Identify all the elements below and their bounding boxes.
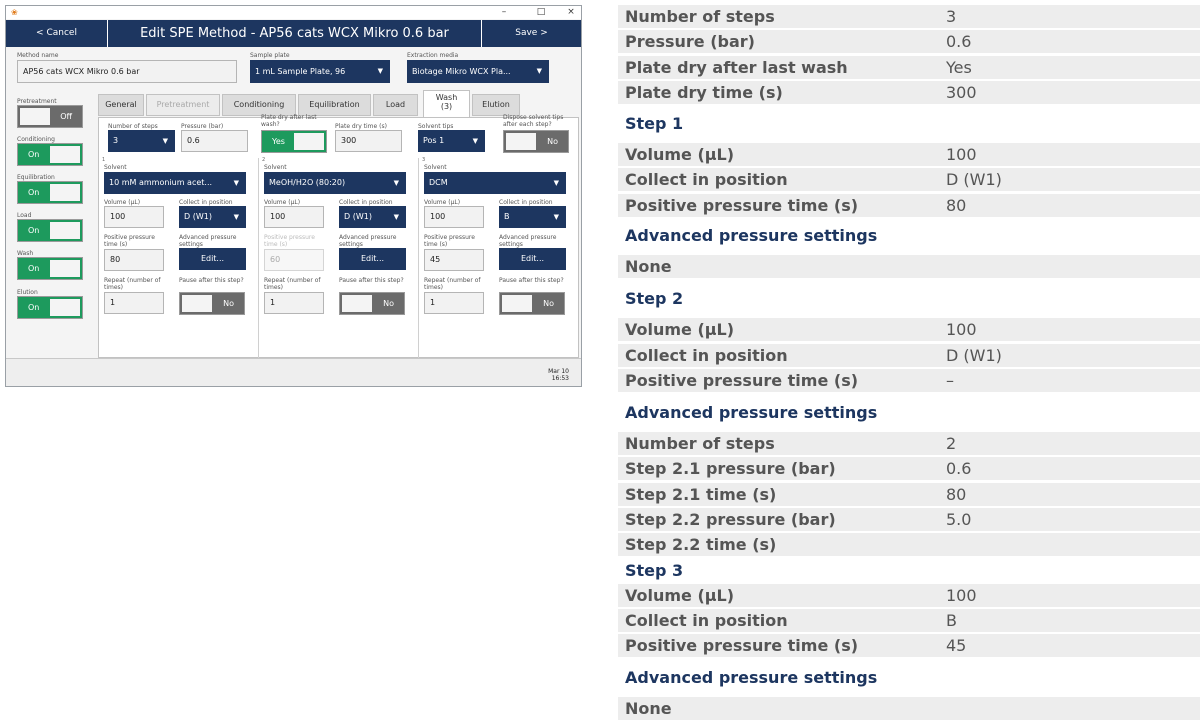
step-1-volume-input[interactable]: 100 bbox=[104, 206, 164, 228]
step-3-volume-label: Volume (µL) bbox=[424, 199, 461, 206]
step-3-edit-button[interactable]: Edit... bbox=[499, 248, 566, 270]
step-1-ppt-label: Positive pressure time (s) bbox=[104, 234, 155, 248]
method-name-input[interactable]: AP56 cats WCX Mikro 0.6 bar bbox=[17, 60, 237, 83]
toggle-state: On bbox=[28, 150, 40, 159]
number-of-steps-select[interactable] bbox=[108, 130, 175, 152]
number-of-steps-value: 3 bbox=[113, 136, 119, 145]
chevron-down-icon: ▼ bbox=[536, 67, 542, 75]
step-3-collect-select[interactable] bbox=[499, 206, 566, 228]
summary-row bbox=[618, 697, 1200, 720]
save-button[interactable]: Save > bbox=[481, 20, 581, 47]
summary-key: Number of steps bbox=[625, 7, 775, 26]
summary-key: Positive pressure time (s) bbox=[625, 196, 859, 215]
summary-key: Step 2.2 time (s) bbox=[625, 535, 777, 554]
summary-key: Pressure (bar) bbox=[625, 32, 755, 51]
toggle-state: On bbox=[28, 226, 40, 235]
step-2-adv-label: Advanced pressure settings bbox=[339, 234, 397, 248]
summary-row bbox=[618, 609, 1200, 632]
step-1-volume-label: Volume (µL) bbox=[104, 199, 141, 206]
sample-plate-select[interactable] bbox=[250, 60, 390, 83]
summary-value: 2 bbox=[946, 434, 957, 453]
toggle-knob bbox=[50, 299, 80, 316]
extraction-media-select[interactable] bbox=[407, 60, 549, 83]
summary-value: – bbox=[946, 371, 954, 390]
toggle-knob bbox=[506, 133, 536, 150]
summary-key: Number of steps bbox=[625, 434, 775, 453]
sample-plate-value: 1 mL Sample Plate, 96 bbox=[255, 67, 346, 76]
solvent-tips-value: Pos 1 bbox=[423, 136, 445, 145]
summary-value: 45 bbox=[946, 636, 967, 655]
step-3-solvent-value: DCM bbox=[429, 178, 448, 187]
summary-key: Collect in position bbox=[625, 346, 788, 365]
step-1-repeat-input[interactable]: 1 bbox=[104, 292, 164, 314]
plate-dry-toggle[interactable] bbox=[261, 130, 327, 153]
dispose-tips-label: Dispose solvent tips after each step? bbox=[503, 114, 564, 128]
step-2-number: 2 bbox=[262, 157, 266, 163]
step-3-ppt-input[interactable]: 45 bbox=[424, 249, 484, 271]
chevron-down-icon: ▼ bbox=[377, 67, 383, 75]
toggle-knob bbox=[294, 133, 324, 150]
summary-value: 0.6 bbox=[946, 459, 972, 478]
toggle-state: No bbox=[547, 137, 558, 146]
number-of-steps-label: Number of steps bbox=[108, 123, 158, 130]
step-3-ppt-label: Positive pressure time (s) bbox=[424, 234, 475, 248]
summary-value: 100 bbox=[946, 320, 977, 339]
step-2-solvent-value: MeOH/H2O (80:20) bbox=[269, 178, 346, 187]
step-1-advanced-heading: Advanced pressure settings bbox=[625, 226, 878, 245]
clock-time: 16:53 bbox=[551, 375, 569, 382]
step-2-pause-toggle[interactable] bbox=[339, 292, 405, 315]
summary-value: 100 bbox=[946, 145, 977, 164]
tab-general[interactable]: General bbox=[98, 94, 144, 116]
step-3-advanced-heading: Advanced pressure settings bbox=[625, 668, 878, 687]
step-3-solvent-label: Solvent bbox=[424, 164, 447, 171]
step-3-volume-input[interactable]: 100 bbox=[424, 206, 484, 228]
chevron-down-icon: ▼ bbox=[233, 179, 239, 187]
summary-value: 80 bbox=[946, 485, 967, 504]
tab-wash-label: Wash bbox=[435, 93, 458, 102]
window-titlebar bbox=[6, 6, 581, 19]
elution-label: Elution bbox=[17, 289, 38, 296]
pretreatment-toggle[interactable] bbox=[17, 105, 83, 128]
summary-row bbox=[618, 5, 1200, 28]
step-2-repeat-label: Repeat (number of times) bbox=[264, 277, 321, 291]
tab-pretreatment: Pretreatment bbox=[146, 94, 220, 116]
toggle-knob bbox=[50, 184, 80, 201]
summary-key: None bbox=[625, 699, 672, 718]
wash-label: Wash bbox=[17, 250, 34, 257]
summary-row bbox=[618, 168, 1200, 191]
conditioning-label: Conditioning bbox=[17, 136, 55, 143]
summary-row bbox=[618, 30, 1200, 53]
summary-key: Volume (µL) bbox=[625, 586, 735, 605]
step-2-ppt-label: Positive pressure time (s) bbox=[264, 234, 315, 248]
summary-row bbox=[618, 194, 1200, 217]
page-title: Edit SPE Method - AP56 cats WCX Mikro 0.6 bar bbox=[140, 26, 449, 41]
summary-key: Plate dry after last wash bbox=[625, 58, 848, 77]
step-3-pause-toggle[interactable] bbox=[499, 292, 565, 315]
chevron-down-icon: ▼ bbox=[393, 213, 399, 221]
summary-row bbox=[618, 432, 1200, 455]
step-2-collect-value: D (W1) bbox=[344, 212, 372, 221]
chevron-down-icon: ▼ bbox=[553, 179, 559, 187]
step-2-solvent-select[interactable] bbox=[264, 172, 406, 194]
header-bar bbox=[6, 20, 581, 47]
step-2-pause-label: Pause after this step? bbox=[339, 277, 404, 284]
equilibration-toggle[interactable] bbox=[17, 181, 83, 204]
toggle-state: On bbox=[28, 188, 40, 197]
step-3-collect-label: Collect in position bbox=[499, 199, 553, 206]
summary-key: Step 2.1 time (s) bbox=[625, 485, 777, 504]
step-1-heading: Step 1 bbox=[625, 114, 684, 133]
maximize-icon[interactable]: □ bbox=[536, 7, 546, 17]
column-divider bbox=[258, 158, 259, 358]
toggle-state: No bbox=[543, 299, 554, 308]
summary-value: 0.6 bbox=[946, 32, 972, 51]
chevron-down-icon: ▼ bbox=[162, 137, 168, 145]
equilibration-label: Equilibration bbox=[17, 174, 55, 181]
load-label: Load bbox=[17, 212, 32, 219]
step-1-repeat-label: Repeat (number of times) bbox=[104, 277, 161, 291]
chevron-down-icon: ▼ bbox=[393, 179, 399, 187]
step-2-edit-button[interactable]: Edit... bbox=[339, 248, 406, 270]
step-3-repeat-label: Repeat (number of times) bbox=[424, 277, 481, 291]
solvent-tips-select[interactable] bbox=[418, 130, 485, 152]
toggle-state: No bbox=[223, 299, 234, 308]
step-2-solvent-label: Solvent bbox=[264, 164, 287, 171]
cancel-button[interactable]: < Cancel bbox=[6, 20, 108, 47]
wash-toggle[interactable] bbox=[17, 257, 83, 280]
summary-row bbox=[618, 457, 1200, 480]
step-2-ppt-input: 60 bbox=[264, 249, 324, 271]
pressure-input[interactable]: 0.6 bbox=[181, 130, 248, 152]
minimize-icon[interactable]: – bbox=[501, 7, 507, 17]
summary-value: B bbox=[946, 611, 957, 630]
clock-date: Mar 10 bbox=[548, 368, 569, 375]
plate-dry-time-input[interactable]: 300 bbox=[335, 130, 402, 152]
step-1-pause-toggle[interactable] bbox=[179, 292, 245, 315]
sample-plate-label: Sample plate bbox=[250, 52, 290, 59]
close-icon[interactable]: × bbox=[567, 7, 575, 17]
step-2-volume-input[interactable]: 100 bbox=[264, 206, 324, 228]
summary-key: Volume (µL) bbox=[625, 145, 735, 164]
toggle-knob bbox=[342, 295, 372, 312]
pretreatment-label: Pretreatment bbox=[17, 98, 57, 105]
summary-key: Collect in position bbox=[625, 611, 788, 630]
conditioning-toggle[interactable] bbox=[17, 143, 83, 166]
summary-row bbox=[618, 143, 1200, 166]
status-bar bbox=[6, 358, 581, 386]
step-1-collect-value: D (W1) bbox=[184, 212, 212, 221]
column-divider bbox=[418, 158, 419, 358]
summary-row bbox=[618, 369, 1200, 392]
biotage-logo-icon: ❀ bbox=[11, 8, 18, 17]
toggle-state: No bbox=[383, 299, 394, 308]
plate-dry-time-label: Plate dry time (s) bbox=[335, 123, 387, 130]
pressure-label: Pressure (bar) bbox=[181, 123, 224, 130]
summary-value: 5.0 bbox=[946, 510, 972, 529]
method-name-label: Method name bbox=[17, 52, 59, 59]
summary-row bbox=[618, 344, 1200, 367]
summary-key: Collect in position bbox=[625, 170, 788, 189]
step-2-volume-label: Volume (µL) bbox=[264, 199, 301, 206]
summary-value: 3 bbox=[946, 7, 957, 26]
step-2-collect-label: Collect in position bbox=[339, 199, 393, 206]
extraction-media-value: Biotage Mikro WCX Pla... bbox=[412, 67, 511, 76]
load-toggle[interactable] bbox=[17, 219, 83, 242]
toggle-knob bbox=[182, 295, 212, 312]
summary-value: Yes bbox=[946, 58, 972, 77]
extraction-media-label: Extraction media bbox=[407, 52, 459, 59]
plate-dry-label: Plate dry after last wash? bbox=[261, 114, 317, 128]
step-2-repeat-input[interactable]: 1 bbox=[264, 292, 324, 314]
summary-key: Volume (µL) bbox=[625, 320, 735, 339]
toggle-state: On bbox=[28, 303, 40, 312]
step-1-solvent-label: Solvent bbox=[104, 164, 127, 171]
step-1-adv-label: Advanced pressure settings bbox=[179, 234, 237, 248]
step-2-heading: Step 2 bbox=[625, 289, 684, 308]
step-3-solvent-select[interactable] bbox=[424, 172, 566, 194]
step-1-collect-select[interactable] bbox=[179, 206, 246, 228]
toggle-state: Off bbox=[60, 112, 72, 121]
tab-wash[interactable] bbox=[423, 90, 470, 118]
summary-key: Step 2.1 pressure (bar) bbox=[625, 459, 836, 478]
tab-elution[interactable]: Elution bbox=[472, 94, 520, 116]
toggle-knob bbox=[50, 260, 80, 277]
summary-key: None bbox=[625, 257, 672, 276]
step-1-number: 1 bbox=[102, 157, 106, 163]
summary-row bbox=[618, 318, 1200, 341]
summary-key: Positive pressure time (s) bbox=[625, 371, 859, 390]
step-3-repeat-input[interactable]: 1 bbox=[424, 292, 484, 314]
summary-row bbox=[618, 483, 1200, 506]
step-1-ppt-input[interactable]: 80 bbox=[104, 249, 164, 271]
toggle-state: On bbox=[28, 264, 40, 273]
step-3-heading: Step 3 bbox=[625, 561, 684, 580]
elution-toggle[interactable] bbox=[17, 296, 83, 319]
summary-value: D (W1) bbox=[946, 346, 1002, 365]
summary-row bbox=[618, 508, 1200, 531]
clock bbox=[548, 368, 569, 382]
dispose-tips-toggle[interactable] bbox=[503, 130, 569, 153]
summary-value: 100 bbox=[946, 586, 977, 605]
step-1-solvent-value: 10 mM ammonium acet... bbox=[109, 178, 213, 187]
step-1-edit-button[interactable]: Edit... bbox=[179, 248, 246, 270]
toggle-knob bbox=[502, 295, 532, 312]
summary-value: D (W1) bbox=[946, 170, 1002, 189]
step-2-collect-select[interactable] bbox=[339, 206, 406, 228]
summary-row bbox=[618, 81, 1200, 104]
chevron-down-icon: ▼ bbox=[472, 137, 478, 145]
summary-row bbox=[618, 634, 1200, 657]
summary-row bbox=[618, 533, 1200, 556]
app-window bbox=[5, 5, 582, 387]
solvent-tips-label: Solvent tips bbox=[418, 123, 454, 130]
tab-conditioning[interactable]: Conditioning bbox=[222, 94, 296, 116]
summary-value: 300 bbox=[946, 83, 977, 102]
summary-key: Step 2.2 pressure (bar) bbox=[625, 510, 836, 529]
summary-row bbox=[618, 56, 1200, 79]
step-1-pause-label: Pause after this step? bbox=[179, 277, 244, 284]
step-3-pause-label: Pause after this step? bbox=[499, 277, 564, 284]
step-1-collect-label: Collect in position bbox=[179, 199, 233, 206]
chevron-down-icon: ▼ bbox=[233, 213, 239, 221]
summary-row bbox=[618, 255, 1200, 278]
summary-key: Plate dry time (s) bbox=[625, 83, 783, 102]
toggle-state: Yes bbox=[272, 137, 285, 146]
step-3-collect-value: B bbox=[504, 212, 510, 221]
tab-wash-count: (3) bbox=[440, 102, 453, 111]
summary-key: Positive pressure time (s) bbox=[625, 636, 859, 655]
toggle-knob bbox=[20, 108, 50, 125]
toggle-knob bbox=[50, 222, 80, 239]
tab-load[interactable]: Load bbox=[373, 94, 418, 116]
tab-equilibration[interactable]: Equilibration bbox=[298, 94, 371, 116]
toggle-knob bbox=[50, 146, 80, 163]
summary-value: 80 bbox=[946, 196, 967, 215]
chevron-down-icon: ▼ bbox=[553, 213, 559, 221]
step-2-advanced-heading: Advanced pressure settings bbox=[625, 403, 878, 422]
step-3-number: 3 bbox=[422, 157, 426, 163]
step-3-adv-label: Advanced pressure settings bbox=[499, 234, 557, 248]
step-1-solvent-select[interactable] bbox=[104, 172, 246, 194]
summary-row bbox=[618, 584, 1200, 607]
